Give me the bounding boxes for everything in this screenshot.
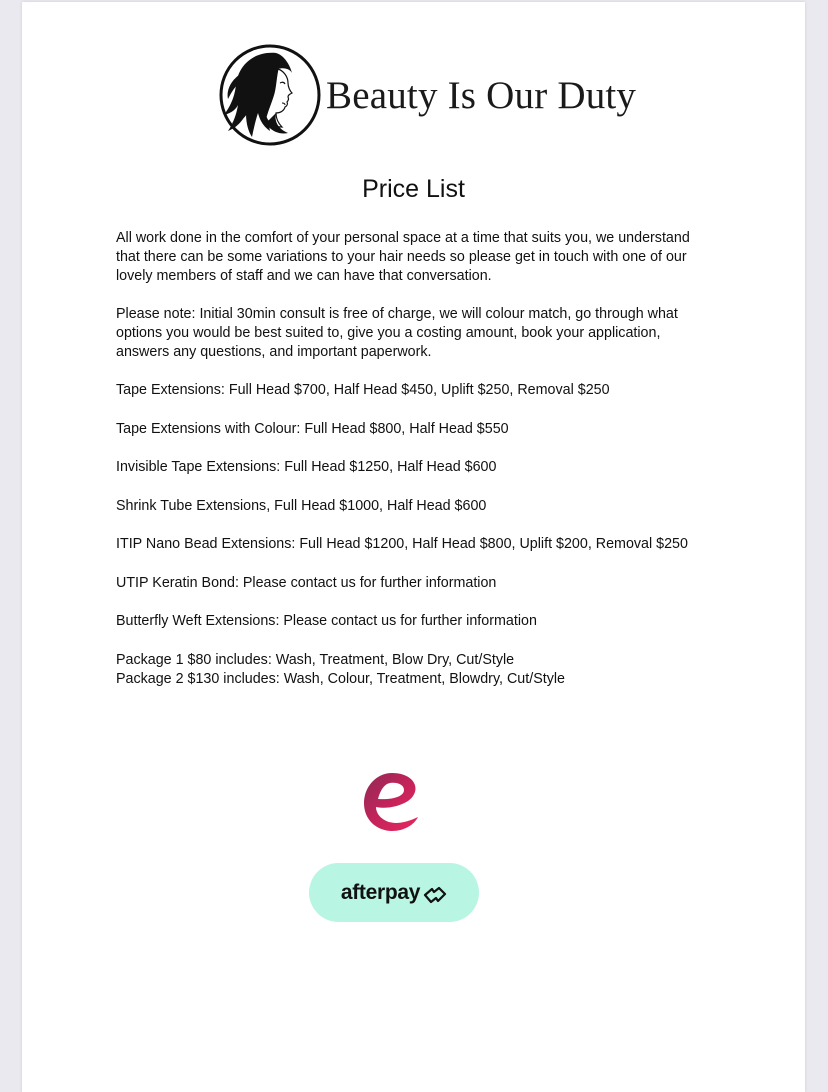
price-line: UTIP Keratin Bond: Please contact us for further information xyxy=(116,574,497,591)
afterpay-badge xyxy=(309,863,479,922)
afterpay-arrows-icon xyxy=(421,886,447,904)
price-line: Tape Extensions with Colour: Full Head $800, Half Head $550 xyxy=(116,420,509,437)
woman-silhouette-icon xyxy=(218,43,322,147)
price-line: Butterfly Weft Extensions: Please contact us for further information xyxy=(116,613,537,629)
afterpay-label: afterpay xyxy=(340,880,421,904)
price-list-content xyxy=(116,229,716,689)
price-line: Shrink Tube Extensions, Full Head $1000, Half Head $600 xyxy=(116,497,487,514)
price-line: ITIP Nano Bead Extensions: Full Head $1200, Half Head $800, Uplift $200, Removal $250 xyxy=(116,536,688,552)
consult-note: Please note: Initial 30min consult is free of charge, we will colour match, go through what options you would be best suited to, give you a costing amount, book your application, answers any questions, and important paperwork. xyxy=(116,306,678,360)
price-line: Tape Extensions: Full Head $700, Half Head $450, Uplift $250, Removal $250 xyxy=(116,382,610,398)
brand-name: Beauty Is Our Duty xyxy=(326,73,637,117)
e-payment-logo-icon xyxy=(362,771,420,833)
package-line: Package 2 $130 includes: Wash, Colour, Treatment, Blowdry, Cut/Style xyxy=(116,670,565,687)
document-page xyxy=(22,2,805,1092)
brand-header xyxy=(218,40,636,150)
intro-paragraph: All work done in the comfort of your personal space at a time that suits you, we understand that there can be some variations to your hair needs so please get in touch with one of our lovely members of staff and we can have that conversation. xyxy=(116,230,690,284)
package-line: Package 1 $80 includes: Wash, Treatment, Blow Dry, Cut/Style xyxy=(116,651,515,668)
page-title: Price List xyxy=(362,175,465,203)
price-line: Invisible Tape Extensions: Full Head $1250, Half Head $600 xyxy=(116,459,497,475)
